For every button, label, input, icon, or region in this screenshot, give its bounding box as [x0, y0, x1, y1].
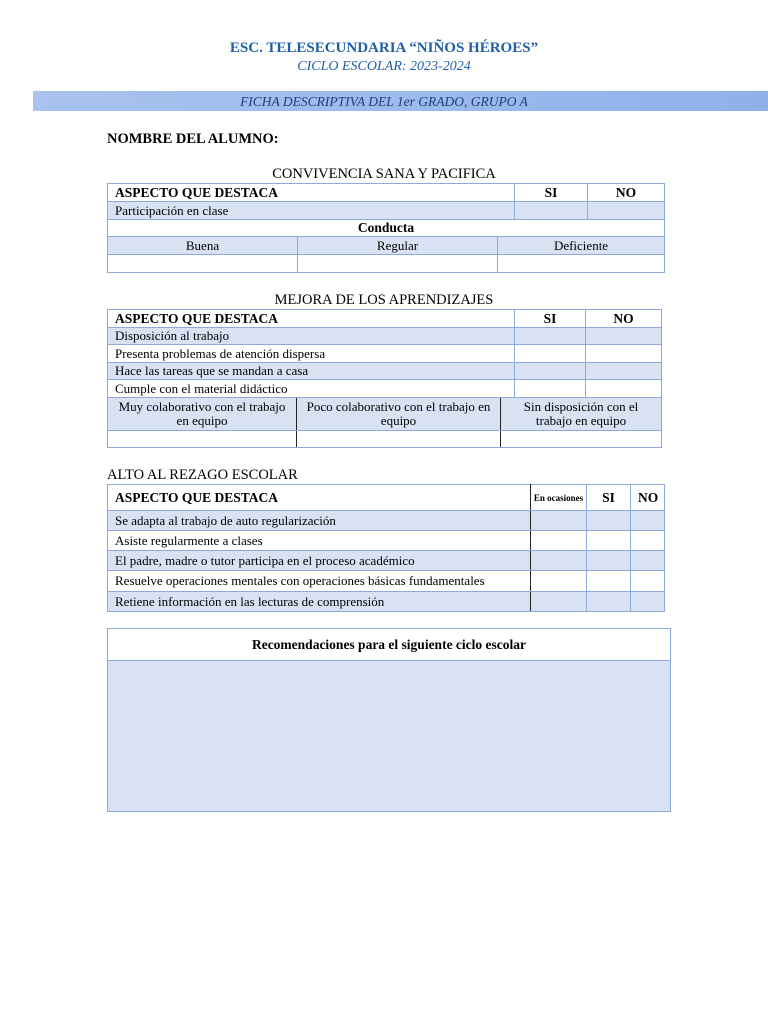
yes-cell[interactable]: [587, 571, 631, 592]
table-row: [108, 592, 665, 612]
sometimes-cell[interactable]: [531, 592, 587, 612]
aspect-label: Cumple con el material didáctico: [108, 380, 515, 398]
team-cell[interactable]: [297, 431, 501, 448]
recommendations-area[interactable]: [108, 661, 670, 811]
team-cell[interactable]: [108, 431, 297, 448]
yes-header: SI: [515, 184, 588, 202]
aspect-label: Resuelve operaciones mentales con operaciones básicas fundamentales: [108, 571, 531, 592]
school-cycle: CICLO ESCOLAR: 2023-2024: [297, 59, 471, 74]
no-cell[interactable]: [588, 202, 665, 220]
conduct-option: Deficiente: [498, 237, 665, 255]
no-cell[interactable]: [631, 551, 665, 571]
school-name: ESC. TELESECUNDARIA “NIÑOS HÉROES”: [229, 40, 539, 56]
no-cell[interactable]: [586, 345, 662, 363]
sometimes-cell[interactable]: [531, 531, 587, 551]
no-header: NO: [588, 184, 665, 202]
team-option: Muy colaborativo con el trabajo en equipo: [108, 398, 297, 431]
table-row: [108, 531, 665, 551]
recommendations-title: Recomendaciones para el siguiente ciclo escolar: [108, 629, 670, 661]
no-cell[interactable]: [631, 511, 665, 531]
table-row: [108, 551, 665, 571]
convivencia-table: [107, 183, 665, 273]
section-title-convivencia: CONVIVENCIA SANA Y PACIFICA: [272, 166, 496, 182]
conduct-cell[interactable]: [298, 255, 498, 273]
table-row: [108, 328, 662, 345]
yes-cell[interactable]: [515, 363, 586, 380]
team-option: Sin disposición con el trabajo en equipo: [501, 398, 662, 431]
table-row: [108, 363, 662, 380]
team-cell[interactable]: [501, 431, 662, 448]
yes-header: SI: [515, 310, 586, 328]
aspect-label: Retiene información en las lecturas de comprensión: [108, 592, 531, 612]
yes-header: SI: [587, 485, 631, 511]
table-row: [108, 511, 665, 531]
yes-cell[interactable]: [587, 592, 631, 612]
sometimes-cell[interactable]: [531, 511, 587, 531]
aspect-label: Asiste regularmente a clases: [108, 531, 531, 551]
no-cell[interactable]: [631, 571, 665, 592]
rezago-table: [107, 484, 665, 612]
no-cell[interactable]: [631, 531, 665, 551]
aspect-label: Presenta problemas de atención dispersa: [108, 345, 515, 363]
yes-cell[interactable]: [587, 551, 631, 571]
yes-cell[interactable]: [515, 345, 586, 363]
section-title-aprendizajes: MEJORA DE LOS APRENDIZAJES: [274, 292, 494, 308]
aspect-label: El padre, madre o tutor participa en el proceso académico: [108, 551, 531, 571]
yes-cell[interactable]: [587, 531, 631, 551]
team-option: Poco colaborativo con el trabajo en equipo: [297, 398, 501, 431]
no-header: NO: [586, 310, 662, 328]
yes-cell[interactable]: [515, 328, 586, 345]
section-title-rezago: ALTO AL REZAGO ESCOLAR: [107, 467, 298, 483]
aspect-header: ASPECTO QUE DESTACA: [108, 184, 515, 202]
conduct-cell[interactable]: [498, 255, 665, 273]
no-cell[interactable]: [586, 328, 662, 345]
no-header: NO: [631, 485, 665, 511]
sometimes-cell[interactable]: [531, 551, 587, 571]
yes-cell[interactable]: [515, 380, 586, 398]
yes-cell[interactable]: [587, 511, 631, 531]
aspect-label: Se adapta al trabajo de auto regularización: [108, 511, 531, 531]
table-row: [108, 380, 662, 398]
no-cell[interactable]: [631, 592, 665, 612]
recommendations-box: [107, 628, 671, 812]
sheet-title: FICHA DESCRIPTIVA DEL 1er GRADO, GRUPO A: [240, 94, 528, 109]
conduct-header: Conducta: [108, 220, 665, 237]
sometimes-cell[interactable]: [531, 571, 587, 592]
conduct-option: Regular: [298, 237, 498, 255]
conduct-option: Buena: [108, 237, 298, 255]
no-cell[interactable]: [586, 380, 662, 398]
table-row: [108, 345, 662, 363]
aprendizajes-table: [107, 309, 662, 448]
conduct-cell[interactable]: [108, 255, 298, 273]
aspect-label: Disposición al trabajo: [108, 328, 515, 345]
aspect-header: ASPECTO QUE DESTACA: [108, 310, 515, 328]
student-name-label: NOMBRE DEL ALUMNO:: [107, 131, 279, 147]
table-row: [108, 571, 665, 592]
table-row: [108, 202, 665, 220]
no-cell[interactable]: [586, 363, 662, 380]
aspect-label: Hace las tareas que se mandan a casa: [108, 363, 515, 380]
sometimes-header: En ocasiones: [531, 485, 587, 511]
yes-cell[interactable]: [515, 202, 588, 220]
aspect-header: ASPECTO QUE DESTACA: [108, 485, 531, 511]
aspect-label: Participación en clase: [108, 202, 515, 220]
